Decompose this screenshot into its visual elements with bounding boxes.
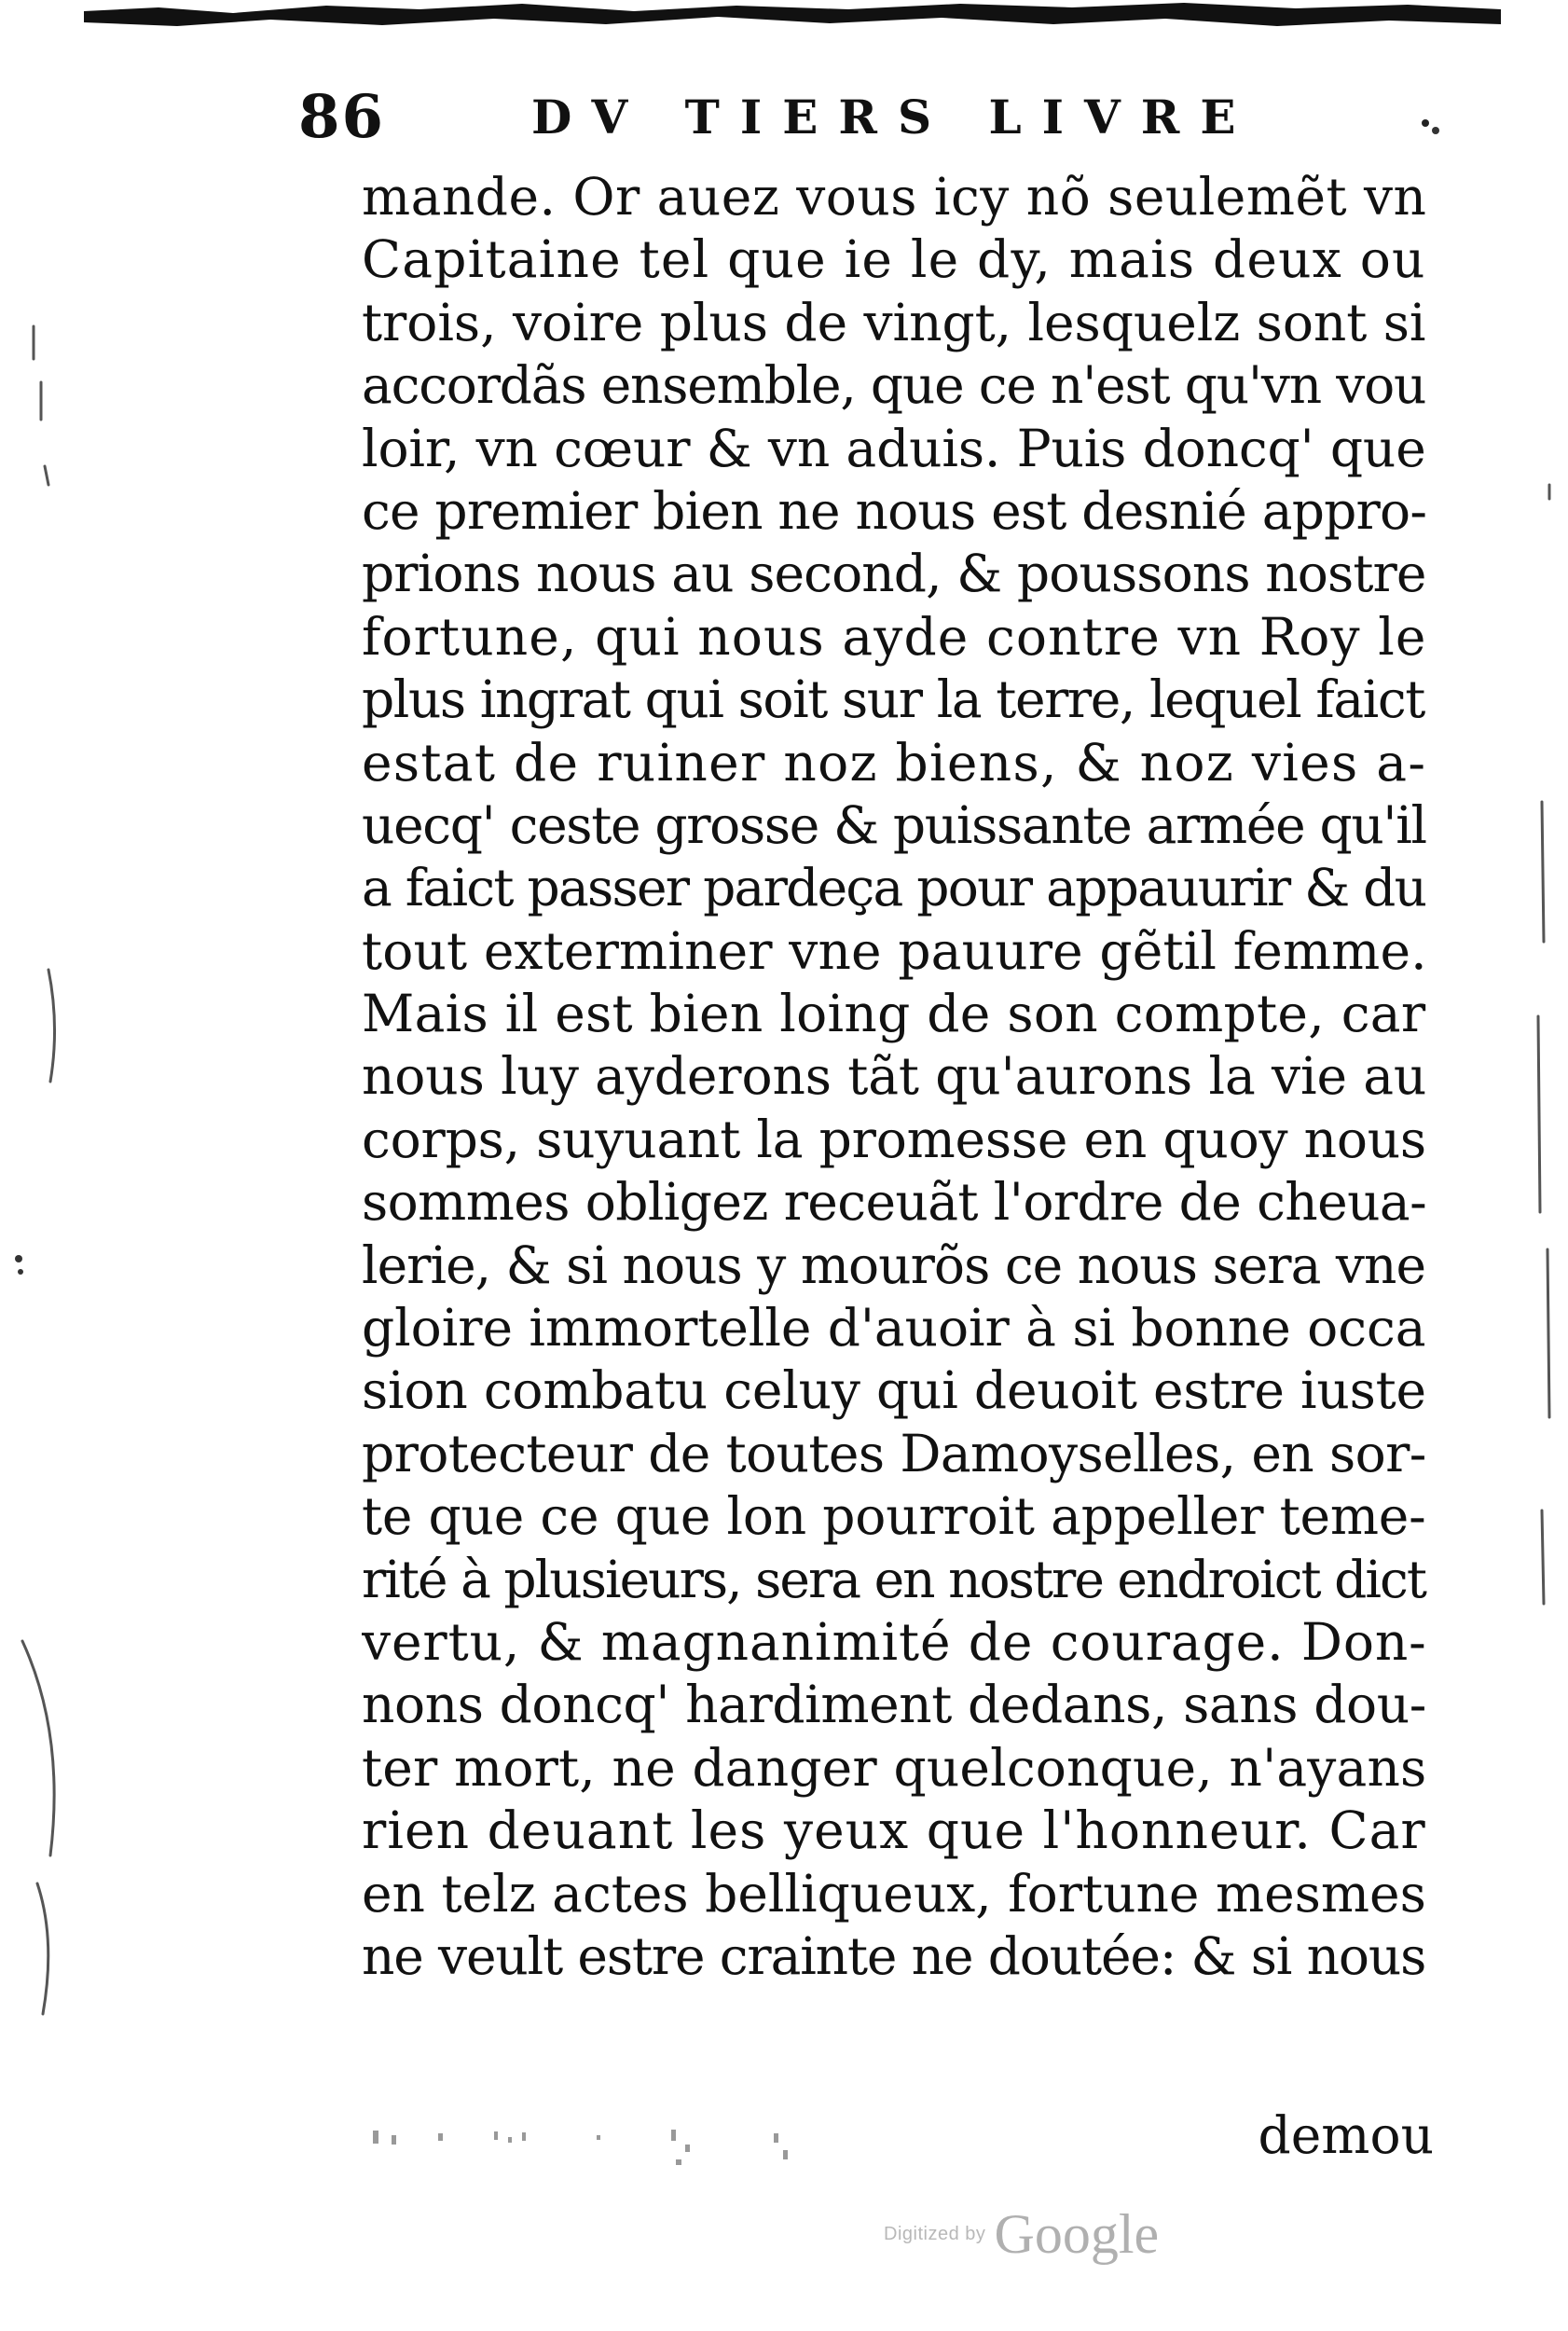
running-title: DV TIERS LIVRE [531,90,1257,145]
text-line: fortune, qui nous ayde contre vn Roy le [362,606,1427,667]
text-line: estat de ruiner noz biens, & noz vies a- [362,732,1427,793]
text-line: plus ingrat qui soit sur la terre, lequel faict [362,669,1424,730]
digitized-by-watermark [884,2202,1159,2268]
text-line: loir, vn cœur & vn aduis. Puis doncq' que [362,418,1426,478]
text-line: vertu, & magnanimité de courage. Don- [362,1611,1427,1672]
body-text [362,166,1434,1988]
text-line: lerie, & si nous y mourõs ce nous sera vne [362,1234,1426,1295]
text-line: tout exterminer vne pauure gẽtil femme. [362,920,1427,981]
page-number: 86 [298,82,386,152]
header-dot [1422,119,1429,127]
text-line: accordãs ensemble, que ce n'est qu'vn vou [362,355,1426,416]
text-line: Capitaine tel que ie le dy, mais deux ou [362,229,1426,290]
text-line: en telz actes belliqueux, fortune mesmes [362,1863,1426,1924]
text-line: prions nous au second, & poussons nostre [362,544,1426,604]
text-line: nous luy ayderons tãt qu'aurons la vie au [362,1046,1427,1107]
catchword-line [362,2103,1434,2168]
text-line: ne veult estre crainte ne doutée: & si nous [362,1925,1426,1986]
text-line: sommes obligez receuãt l'ordre de cheua- [362,1172,1427,1233]
scan-top-edge [84,0,1501,45]
text-line: ter mort, ne danger quelconque, n'ayans [362,1737,1427,1798]
text-line: mande. Or auez vous icy nõ seulemẽt vn [362,167,1427,227]
text-line: trois, voire plus de vingt, lesquelz sont si [362,292,1426,352]
text-line: sion combatu celuy qui deuoit estre iuste [362,1360,1426,1421]
text-line: gloire immortelle d'auoir à si bonne occa [362,1298,1426,1359]
catchword: demou [1258,2105,1434,2165]
watermark-prefix: Digitized by [884,2224,986,2244]
watermark-brand: Google [994,2203,1160,2265]
text-line: rien deuant les yeux que l'honneur. Car [362,1800,1426,1861]
text-line: te que ce que lon pourroit appeller teme- [362,1486,1426,1547]
text-line: ce premier bien ne nous est desnié appro- [362,480,1427,541]
text-line: rité à plusieurs, sera en nostre endroict dict [362,1549,1425,1609]
text-line: Mais il est bien loing de son compte, car [362,984,1426,1044]
text-line: protecteur de toutes Damoyselles, en sor- [362,1423,1426,1483]
text-line: corps, suyuant la promesse en quoy nous [362,1109,1426,1169]
running-header [298,82,1510,166]
text-line: uecq' ceste grosse & puissante armée qu'il [362,794,1426,855]
text-line: a faict passer pardeça pour appauurir & du [362,858,1426,918]
text-line: nons doncq' hardiment dedans, sans dou- [362,1675,1426,1735]
